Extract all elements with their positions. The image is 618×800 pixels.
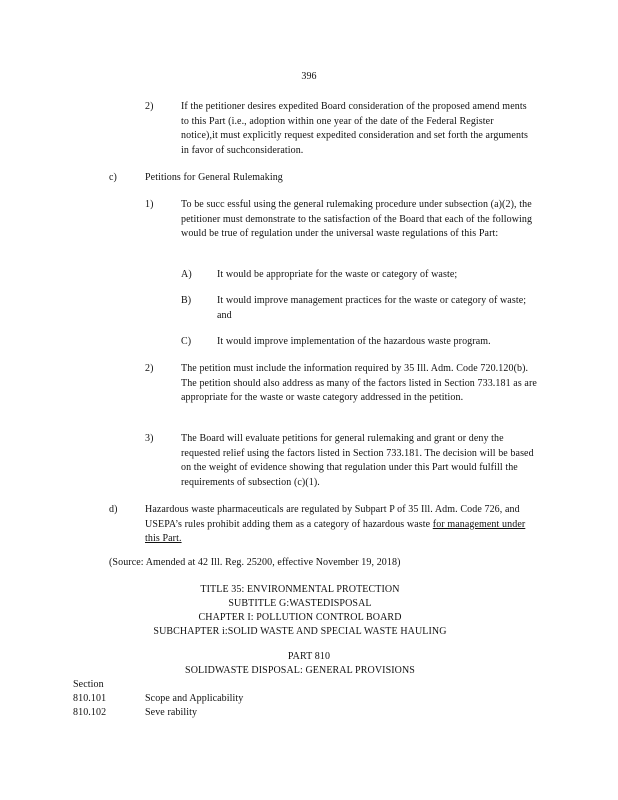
item-C-label: C) [181, 336, 192, 347]
item-C-text: It would improve implementation of the hazardous waste program. [217, 336, 491, 347]
section-d-label: d) [109, 504, 118, 515]
item-c1-text: To be succ essful using the general rulemaking procedure under subsection (a)(2), the petitioner must demonstrate to the satisfaction of the Board that each of the following would be true of regulation under the universal waste regulations of this Part: [181, 199, 533, 240]
part-number: PART 810 [287, 651, 331, 662]
part-title: SOLIDWASTE DISPOSAL: GENERAL PROVISIONS [185, 665, 415, 676]
toc-row-number: 810.101 [73, 693, 107, 704]
section-c-heading: Petitions for General Rulemaking [145, 172, 283, 183]
item-c2-label: 2) [145, 363, 154, 374]
item-c2-text: The petition must include the information required by 35 Ill. Adm. Code 720.120(b). The petition should also address as many of the factors listed in Section 733.181 as are appropriate for the waste or waste category addressed in the petition. [181, 363, 537, 404]
item-2-text: If the petitioner desires expedited Board consideration of the proposed amend ments to this Part (i.e., adoption within one year of the date of the Federal Register notice),it must explicitly request expedited consideration and set forth the arguments in favor of suchconsideration. [181, 101, 528, 156]
source-note: (Source: Amended at 42 Ill. Reg. 25200, effective November 19, 2018) [109, 557, 401, 568]
item-A-text: It would be appropriate for the waste or category of waste; [217, 269, 458, 280]
section-d-text-plain: Hazardous waste pharmaceuticals are regulated by Subpart P of 35 Ill. Adm. Code 726, and USEPA’s rules prohibit adding them as a category of hazardous waste [145, 504, 520, 530]
item-B-text: It would improve management practices for the waste or category of waste; and [217, 295, 527, 321]
item-B-label: B) [181, 295, 192, 306]
item-c1-label: 1) [145, 199, 154, 210]
chapter-line: CHAPTER I: POLLUTION CONTROL BOARD [198, 612, 402, 623]
subchapter-line: SUBCHAPTER i:SOLID WASTE AND SPECIAL WASTE HAULING [153, 626, 447, 637]
item-A-label: A) [181, 269, 192, 280]
item-c3-text: The Board will evaluate petitions for general rulemaking and grant or deny the requested relief using the factors listed in Section 733.181. The decision will be based on the weight of evidence showing that regulation under this Part would fulfill the requirements of subsection (c)(1). [181, 433, 534, 488]
title-line: TITLE 35: ENVIRONMENTAL PROTECTION [200, 584, 400, 595]
item-c3-label: 3) [145, 433, 154, 444]
toc-header: Section [73, 679, 104, 690]
section-d-text [145, 503, 538, 547]
item-2-label: 2) [145, 101, 154, 112]
section-d-text-underlined: for management under this Part. [145, 518, 526, 545]
subtitle-line: SUBTITLE G:WASTEDISPOSAL [228, 598, 372, 609]
toc-row-number: 810.102 [73, 707, 107, 718]
page-number: 396 [301, 71, 317, 82]
section-c-label: c) [109, 172, 117, 183]
toc-row-title[interactable]: Scope and Applicability [145, 693, 244, 704]
toc-row-title[interactable]: Seve rability [145, 707, 198, 718]
